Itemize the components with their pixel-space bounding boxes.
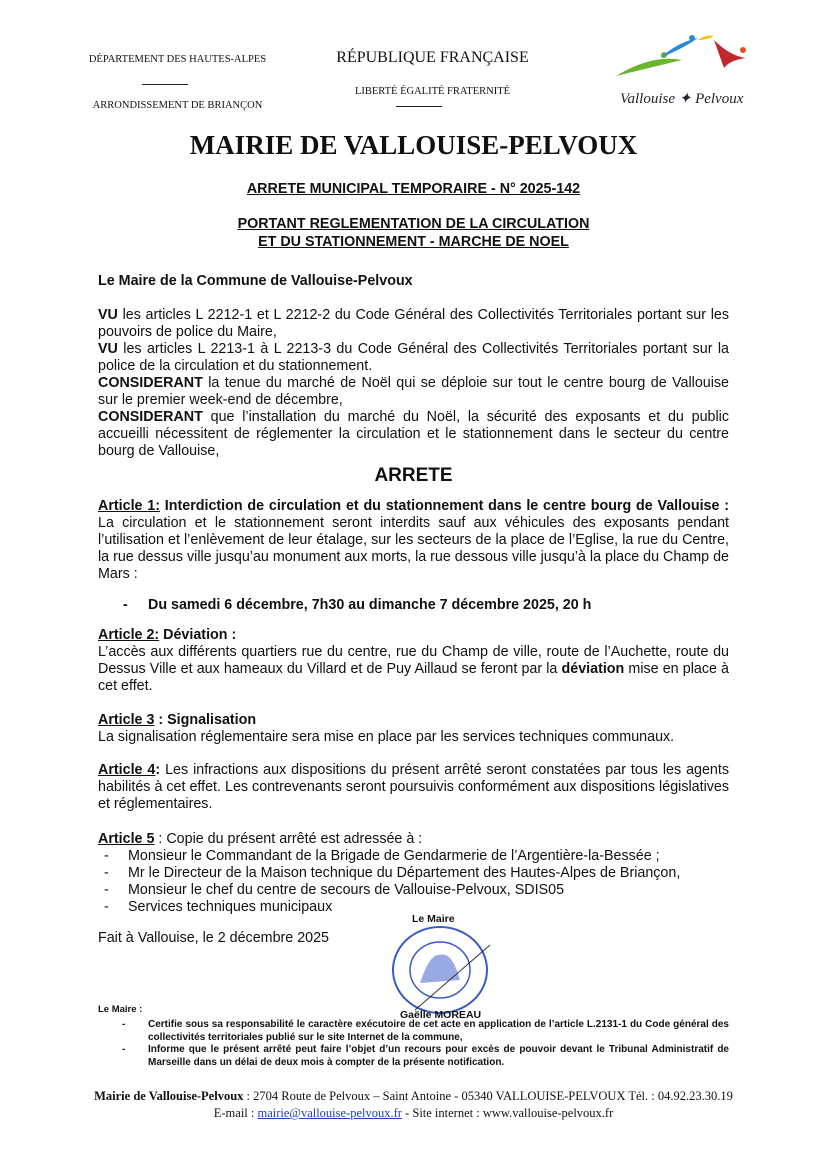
article-text: La signalisation réglementaire sera mise en place par les services techniques communaux. xyxy=(98,729,675,745)
website-text: - Site internet : www.vallouise-pelvoux.fr xyxy=(401,1106,614,1120)
vallouise-pelvoux-logo xyxy=(612,32,772,107)
consideration xyxy=(98,375,729,409)
page-title: MAIRIE DE VALLOUISE-PELVOUX xyxy=(189,130,638,160)
footer-contact xyxy=(0,1105,827,1122)
place-date: Fait à Vallouise, le 2 décembre 2025 xyxy=(98,930,330,946)
considerations xyxy=(98,307,729,460)
article-title: Interdiction de circulation et du stationnement dans le centre bourg de Vallouise : xyxy=(160,498,729,514)
article-text: : Copie du présent arrêté est adressée à : xyxy=(154,831,423,847)
keyword: CONSIDERANT xyxy=(98,375,203,391)
arrete-number: ARRETE MUNICIPAL TEMPORAIRE - N° 2025-142 xyxy=(246,181,581,197)
consideration xyxy=(98,307,729,341)
article-5 xyxy=(98,831,729,848)
article-label: Article 2: xyxy=(98,627,160,643)
divider xyxy=(396,106,442,107)
department-label: DÉPARTEMENT DES HAUTES-ALPES xyxy=(88,54,267,65)
recipient-text: Monsieur le chef du centre de secours de Vallouise-Pelvoux, SDIS05 xyxy=(128,882,565,898)
notes-heading: Le Maire : xyxy=(98,1004,143,1015)
arrete-heading: ARRETE xyxy=(374,465,453,486)
recipient-text: Mr le Directeur de la Maison technique du Département des Hautes-Alpes de Briançon, xyxy=(128,865,681,881)
article-title: Déviation : xyxy=(159,627,237,643)
period: - Du samedi 6 décembre, 7h30 au dimanche 7 décembre 2025, 20 h xyxy=(123,597,592,613)
recipient-text: Services techniques municipaux xyxy=(128,899,333,915)
footer-address xyxy=(0,1088,827,1105)
article-label: Article 3 xyxy=(98,712,155,728)
note-item: - Certifie sous sa responsabilité le caractère exécutoire de cet acte en application de l’article L.2131-1 du Code général des collectivités territoriales publié sur le site Internet de la commune, xyxy=(122,1019,729,1043)
recipient: - Monsieur le Commandant de la Brigade de Gendarmerie de l’Argentière-la-Bessée ; xyxy=(104,848,660,864)
article-label: Article 1: xyxy=(98,498,160,514)
note-item: - Informe que le présent arrêté peut faire l’objet d’un recours pour excès de pouvoir devant le Tribunal Administratif de Marseille dans un délai de deux mois à compter de la présente notification. xyxy=(122,1044,729,1068)
official-stamp xyxy=(390,925,496,1015)
note-text: Certifie sous sa responsabilité le caractère exécutoire de cet acte en application de l’article L.2131-1 du Code général des collectivités territoriales publié sur le site Internet de la commune, xyxy=(148,1019,729,1043)
article-2 xyxy=(98,627,729,695)
recipients-list xyxy=(104,848,680,916)
divider xyxy=(142,84,188,85)
article-text: La circulation et le stationnement seront interdits sauf aux véhicules des exposants pendant l’utilisation et l’enlèvement de leur étalage, sur les secteurs de la place de l’Eglise, la rue du Centre, la rue dessus ville jusqu’au monument aux morts, la rue dessous ville jusqu’à la place du Champ de Mars : xyxy=(98,515,729,582)
note-text: Informe que le présent arrêté peut faire l’objet d’un recours pour excès de pouvoir devant le Tribunal Administratif de Marseille dans un délai de deux mois à compter de la présente notification. xyxy=(148,1044,729,1068)
notes-list xyxy=(122,1019,729,1069)
period-text: Du samedi 6 décembre, 7h30 au dimanche 7 décembre 2025, 20 h xyxy=(148,597,592,613)
consideration xyxy=(98,341,729,375)
keyword: VU xyxy=(98,341,118,357)
recipient: - Mr le Directeur de la Maison technique du Département des Hautes-Alpes de Briançon, xyxy=(104,865,681,881)
logo-text: Vallouise ✦ Pelvoux xyxy=(620,91,744,107)
subject-line-1: PORTANT REGLEMENTATION DE LA CIRCULATION xyxy=(237,216,590,232)
article-label: Article 4 xyxy=(98,762,156,778)
subject-line-2: ET DU STATIONNEMENT - MARCHE DE NOEL xyxy=(258,234,569,250)
republic-label: RÉPUBLIQUE FRANÇAISE xyxy=(336,49,529,66)
text: les articles L 2213-1 à L 2213-3 du Code Général des Collectivités Territoriales portant sur la police de la circulation et du stationnement. xyxy=(98,341,729,374)
article-label: Article 5 xyxy=(98,831,155,847)
emphasis: déviation xyxy=(561,661,625,677)
intro: Le Maire de la Commune de Vallouise-Pelvoux xyxy=(98,273,413,289)
mayor-name: Gaëlle MOREAU xyxy=(400,1009,482,1021)
consideration xyxy=(98,409,729,460)
recipient-text: Monsieur le Commandant de la Brigade de Gendarmerie de l’Argentière-la-Bessée ; xyxy=(128,848,660,864)
colon: : xyxy=(155,762,161,778)
article-text: L’accès aux différents quartiers rue du centre, rue du Champ de ville, route de l’Auchette, route du Dessus Ville et aux hameaux du Villard et de Puy Aillaud se feront par la xyxy=(98,644,729,677)
recipient: - Monsieur le chef du centre de secours de Vallouise-Pelvoux, SDIS05 xyxy=(104,882,565,898)
keyword: CONSIDERANT xyxy=(98,409,203,425)
article-3 xyxy=(98,712,729,746)
text: les articles L 2212-1 et L 2212-2 du Code Général des Collectivités Territoriales portant sur les pouvoirs de police du Maire, xyxy=(98,307,729,340)
article-4 xyxy=(98,762,729,813)
text: la tenue du marché de Noël qui se déploie sur tout le centre bourg de Vallouise sur le premier week-end de décembre, xyxy=(98,375,729,408)
footer-address-text: : 2704 Route de Pelvoux – Saint Antoine - 05340 VALLOUISE-PELVOUX Tél. : 04.92.23.30.19 xyxy=(243,1089,733,1103)
arrondissement-label: ARRONDISSEMENT DE BRIANÇON xyxy=(92,100,263,111)
motto-label: LIBERTÉ ÉGALITÉ FRATERNITÉ xyxy=(354,86,511,97)
email-label: E-mail : xyxy=(213,1106,258,1120)
text: que l’installation du marché du Noël, la sécurité des exposants et du public accueilli nécessitent de réglementer la circulation et le stationnement dans le secteur du centre bourg de Vallouise, xyxy=(98,409,729,459)
article-text: Les infractions aux dispositions du présent arrêté seront constatées par tous les agents habilités à cet effet. Les contrevenants seront poursuivis conformément aux dispositions législatives et réglementaires. xyxy=(98,762,730,812)
signature-role: Le Maire xyxy=(412,913,455,925)
article-text: mise en place à cet effet. xyxy=(98,661,729,694)
article-1 xyxy=(98,498,729,583)
article-title: : Signalisation xyxy=(154,712,257,728)
recipient: - Services techniques municipaux xyxy=(104,899,333,915)
footer-org: Mairie de Vallouise-Pelvoux xyxy=(94,1089,244,1103)
keyword: VU xyxy=(98,307,118,323)
email-link[interactable]: mairie@vallouise-pelvoux.fr xyxy=(257,1106,402,1120)
